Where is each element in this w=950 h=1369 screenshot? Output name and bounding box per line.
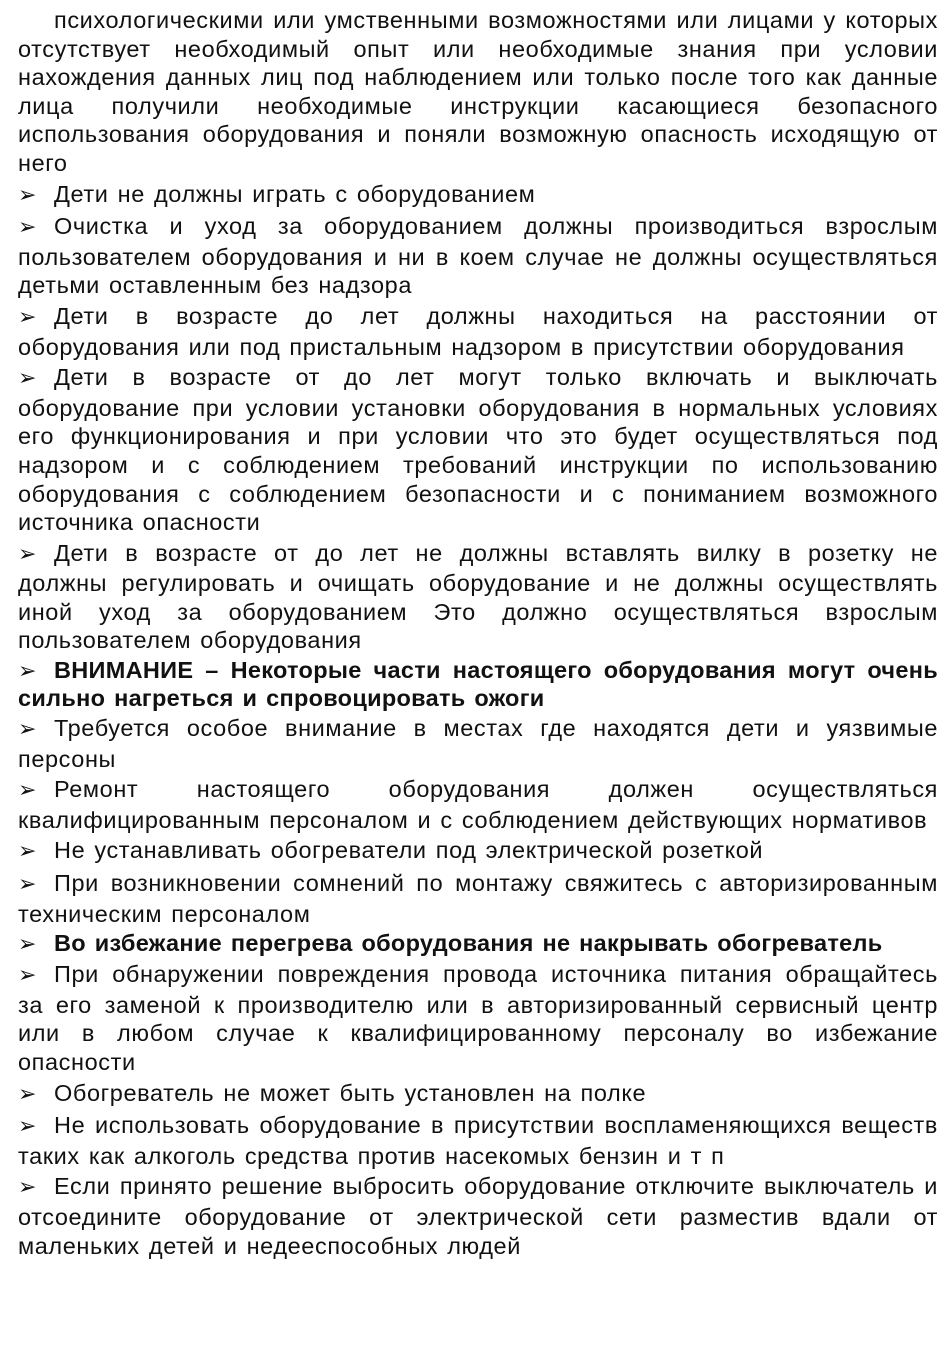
arrow-bullet-icon: ➢ [18, 778, 38, 804]
arrow-bullet-icon: ➢ [18, 1081, 38, 1107]
arrow-bullet-icon: ➢ [18, 872, 38, 898]
list-item-text: Обогреватель не может быть установлен на полке [54, 1079, 647, 1106]
list-item-text: Требуется особое внимание в местах где находятся дети и уязвимые персоны [18, 715, 938, 772]
list-item-text: Очистка и уход за оборудованием должны производиться взрослым пользователем оборудования и ни в коем случае не должны осуществляться детьми оставленным без надзора [18, 213, 938, 299]
list-item-text: ВНИМАНИЕ – Некоторые части настоящего оборудования могут очень сильно нагреться и спровоцировать ожоги [18, 657, 938, 712]
document-page [18, 6, 938, 1262]
arrow-bullet-icon: ➢ [18, 839, 38, 865]
arrow-bullet-icon: ➢ [18, 366, 38, 392]
arrow-bullet-icon: ➢ [18, 1175, 38, 1201]
list-item [18, 212, 938, 300]
bullet-list [18, 180, 938, 1261]
list-item [18, 869, 938, 928]
arrow-bullet-icon: ➢ [18, 932, 37, 958]
list-item-text: При возникновении сомнений по монтажу свяжитесь с авторизированным техническим персоналом [18, 870, 938, 927]
list-item-text: Дети в возрасте до лет должны находиться на расстоянии от оборудования или под пристальным надзором в присутствии оборудования [18, 302, 938, 360]
arrow-bullet-icon: ➢ [18, 1114, 38, 1140]
list-item-text: Дети не должны играть с оборудованием [54, 180, 536, 207]
list-item [18, 539, 938, 655]
arrow-bullet-icon: ➢ [18, 215, 38, 241]
list-item-text: Ремонт настоящего оборудования должен осуществляться квалифицированным персоналом и с соблюдением действующих нормативов [18, 776, 938, 833]
list-item-text: Не использовать оборудование в присутствии воспламеняющихся веществ таких как алкоголь средства против насекомых бензин и т п [18, 1112, 938, 1169]
arrow-bullet-icon: ➢ [18, 304, 38, 330]
list-item [18, 180, 938, 211]
list-item-text: Во избежание перегрева оборудования не накрывать обогреватель [54, 930, 883, 957]
list-item-text: При обнаружении повреждения провода источника питания обращайтесь за его заменой к производителю или в авторизированный сервисный центр или в любом случае к квалифицированному персоналу во избежание опасности [18, 961, 938, 1075]
list-item [18, 960, 938, 1076]
arrow-bullet-icon: ➢ [18, 717, 38, 743]
list-item-text: Дети в возрасте от до лет могут только включать и выключать оборудование при условии установки оборудования в нормальных условиях его функционирования и при условии что это будет осуществляться под надзором и с соблюдением требований инструкции по использованию оборудования с соблюдением безопасности и с пониманием возможного источника опасности [18, 364, 938, 536]
list-item [18, 657, 938, 712]
list-item [18, 1172, 938, 1260]
arrow-bullet-icon: ➢ [18, 963, 38, 989]
intro-paragraph: психологическими или умственными возможностями или лицами у которых отсутствует необходимый опыт или необходимые знания при условии нахождения данных лиц под наблюдением или только после того как данные лица получили необходимые инструкции касающиеся безопасного использования оборудования и поняли возможную опасность исходящую от него [18, 7, 938, 176]
list-item [18, 775, 938, 834]
list-item [18, 302, 938, 361]
arrow-bullet-icon: ➢ [18, 659, 37, 685]
list-item [18, 1111, 938, 1170]
list-item [18, 714, 938, 773]
arrow-bullet-icon: ➢ [18, 182, 38, 208]
list-item [18, 930, 938, 958]
list-item-text: Если принято решение выбросить оборудование отключите выключатель и отсоедините оборудование от электрической сети разместив вдали от маленьких детей и недееспособных людей [18, 1173, 938, 1259]
list-item [18, 836, 938, 867]
list-item-text: Не устанавливать обогреватели под электрической розеткой [54, 837, 764, 864]
arrow-bullet-icon: ➢ [18, 541, 38, 567]
list-item [18, 1079, 938, 1110]
list-item-text: Дети в возрасте от до лет не должны вставлять вилку в розетку не должны регулировать и очищать оборудование и не должны осуществлять иной уход за оборудованием Это должно осуществляться взрослым пользователем оборудования [18, 539, 938, 654]
list-item [18, 363, 938, 537]
